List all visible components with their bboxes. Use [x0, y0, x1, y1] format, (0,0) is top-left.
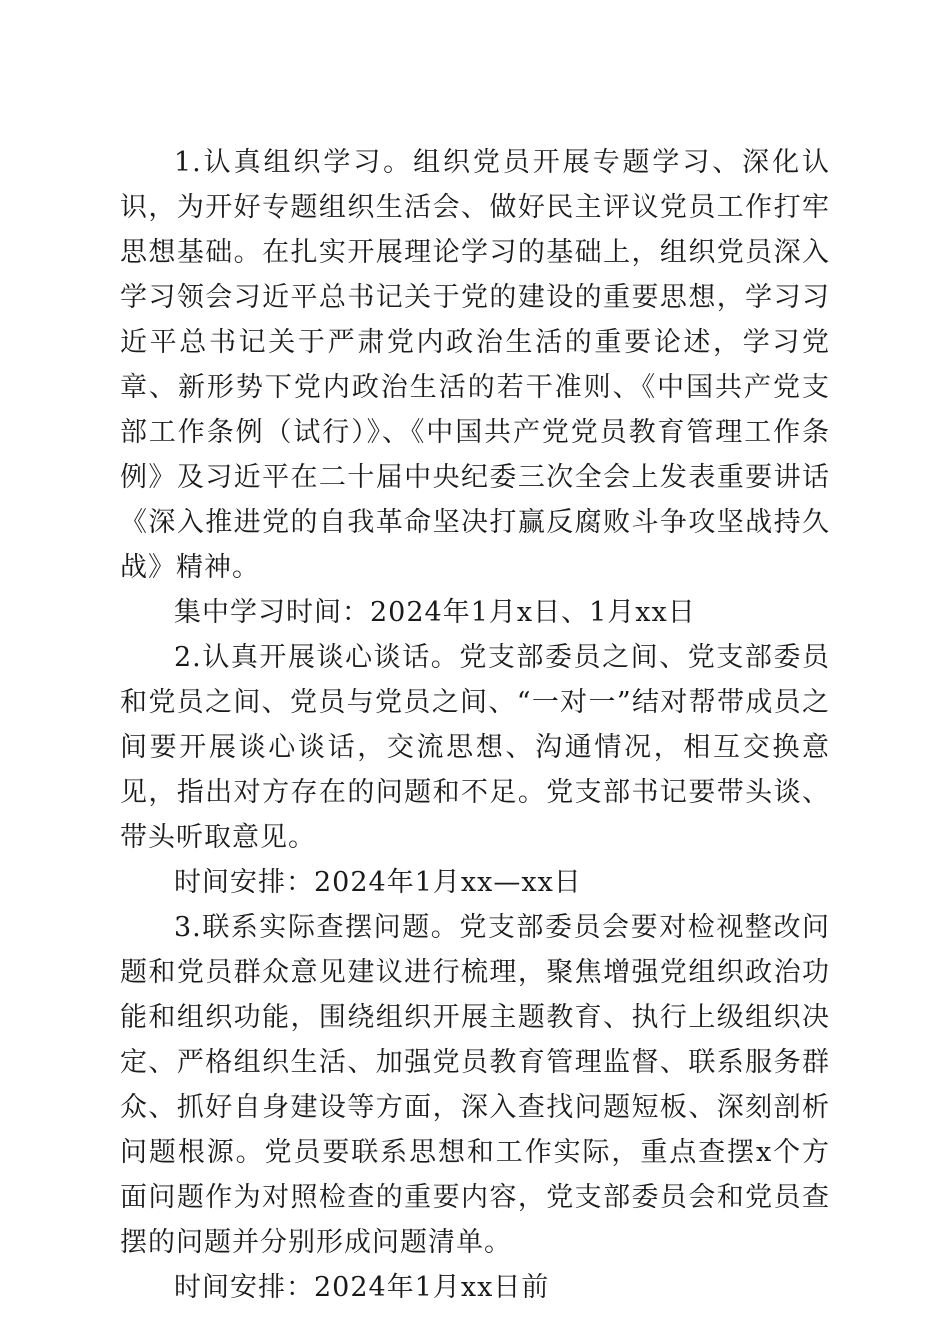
paragraph-talks-time: 时间安排：2024年1月xx—xx日 — [174, 867, 582, 898]
paragraph-problems: 3.联系实际查摆问题。党支部委员会要对检视整改问题和党员群众意见建议进行梳理，聚焦增强党组织政治功能和组织功能，围绕组织开展主题教育、执行上级组织决定、严格组织生活、加强党员教育管理监督、联系服务群众、抓好自身建设等方面，深入查找问题短板、深刻剖析问题根源。党员要联系思想和工作实际，重点查摆x个方面问题作为对照检查的重要内容，党支部委员会和党员查摆的问题并分别形成问题清单。 — [120, 912, 830, 1258]
paragraph-study: 1.认真组织学习。组织党员开展专题学习、深化认识，为开好专题组织生活会、做好民主评议党员工作打牢思想基础。在扎实开展理论学习的基础上，组织党员深入学习领会习近平总书记关于党的建设的重要思想，学习习近平总书记关于严肃党内政治生活的重要论述，学习党章、新形势下党内政治生活的若干准则、《中国共产党支部工作条例（试行）》、《中国共产党党员教育管理工作条例》及习近平在二十届中央纪委三次全会上发表重要讲话《深入推进党的自我革命坚决打赢反腐败斗争攻坚战持久战》精神。 — [120, 147, 830, 583]
paragraph-study-time: 集中学习时间：2024年1月x日、1月xx日 — [174, 597, 696, 628]
document-body — [120, 140, 830, 1310]
paragraph-talks: 2.认真开展谈心谈话。党支部委员之间、党支部委员和党员之间、党员与党员之间、“一对一”结对帮带成员之间要开展谈心谈话，交流思想、沟通情况，相互交换意见，指出对方存在的问题和不足。党支部书记要带头谈、带头听取意见。 — [120, 642, 830, 853]
paragraph-problems-time: 时间安排：2024年1月xx日前 — [174, 1272, 550, 1303]
